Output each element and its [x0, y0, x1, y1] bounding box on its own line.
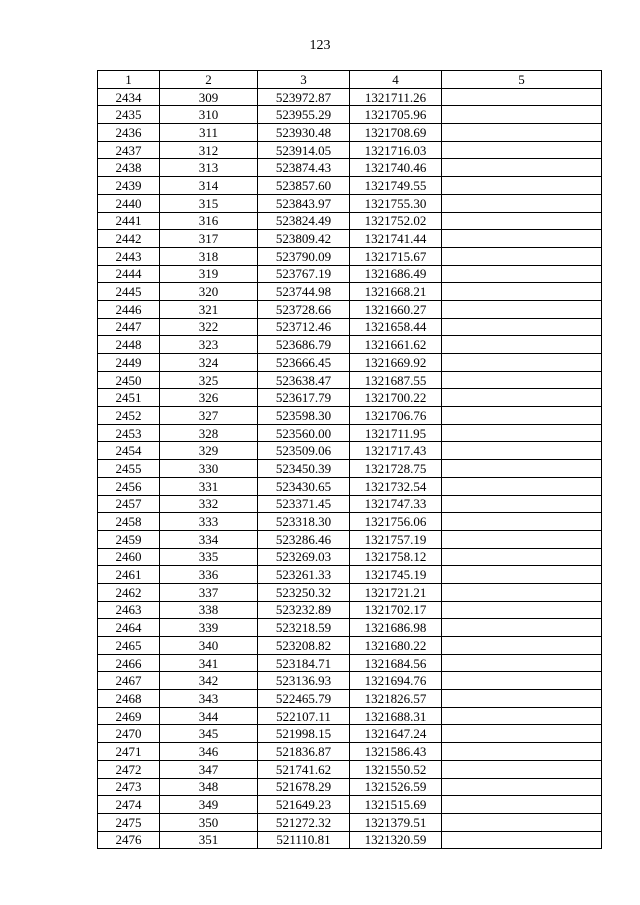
table-cell: 2462	[98, 583, 160, 601]
table-cell: 335	[160, 548, 258, 566]
table-cell: 1321686.49	[350, 265, 442, 283]
table-cell: 1321700.22	[350, 389, 442, 407]
table-cell: 320	[160, 283, 258, 301]
table-cell: 348	[160, 778, 258, 796]
table-row	[98, 778, 602, 796]
table-cell: 337	[160, 583, 258, 601]
table-cell: 523712.46	[258, 318, 350, 336]
table-cell: 1321711.95	[350, 424, 442, 442]
table-cell: 2437	[98, 141, 160, 159]
table-cell: 1321702.17	[350, 601, 442, 619]
table-cell: 1321732.54	[350, 477, 442, 495]
table-cell: 350	[160, 813, 258, 831]
table-cell: 523638.47	[258, 371, 350, 389]
table-cell: 523261.33	[258, 566, 350, 584]
table-cell: 2464	[98, 619, 160, 637]
table-cell: 1321526.59	[350, 778, 442, 796]
table-cell: 314	[160, 177, 258, 195]
table-row	[98, 460, 602, 478]
table-cell	[442, 583, 602, 601]
table-row	[98, 159, 602, 177]
table-cell: 341	[160, 654, 258, 672]
table-row	[98, 495, 602, 513]
table-cell	[442, 318, 602, 336]
table-cell: 1321757.19	[350, 530, 442, 548]
table-cell: 1321826.57	[350, 690, 442, 708]
table-cell: 319	[160, 265, 258, 283]
table-cell: 323	[160, 336, 258, 354]
table-cell	[442, 442, 602, 460]
table-cell: 1321658.44	[350, 318, 442, 336]
table-cell: 349	[160, 796, 258, 814]
table-cell: 1321687.55	[350, 371, 442, 389]
table-cell: 340	[160, 637, 258, 655]
table-row	[98, 124, 602, 142]
table-cell	[442, 477, 602, 495]
table-cell: 332	[160, 495, 258, 513]
table-row	[98, 407, 602, 425]
table-row	[98, 212, 602, 230]
table-cell: 1321741.44	[350, 230, 442, 248]
table-cell: 523598.30	[258, 407, 350, 425]
table-cell: 1321680.22	[350, 637, 442, 655]
table-cell	[442, 743, 602, 761]
table-cell: 1321740.46	[350, 159, 442, 177]
table-cell: 1321745.19	[350, 566, 442, 584]
table-cell	[442, 725, 602, 743]
table-cell: 523318.30	[258, 513, 350, 531]
table-row	[98, 513, 602, 531]
table-cell	[442, 88, 602, 106]
table-cell: 347	[160, 760, 258, 778]
table-cell: 1321550.52	[350, 760, 442, 778]
table-cell	[442, 601, 602, 619]
table-row	[98, 265, 602, 283]
table-cell: 523955.29	[258, 106, 350, 124]
table-cell: 1321717.43	[350, 442, 442, 460]
table-cell	[442, 831, 602, 849]
table-cell: 1321716.03	[350, 141, 442, 159]
table-cell: 334	[160, 530, 258, 548]
table-cell: 325	[160, 371, 258, 389]
table-cell: 2471	[98, 743, 160, 761]
table-cell	[442, 796, 602, 814]
table-cell: 2435	[98, 106, 160, 124]
table-cell: 2454	[98, 442, 160, 460]
table-cell: 344	[160, 707, 258, 725]
table-cell: 2448	[98, 336, 160, 354]
table-cell: 1321688.31	[350, 707, 442, 725]
table-cell: 2468	[98, 690, 160, 708]
table-cell: 310	[160, 106, 258, 124]
table-row	[98, 583, 602, 601]
table-cell	[442, 548, 602, 566]
table-cell: 523286.46	[258, 530, 350, 548]
table-cell: 326	[160, 389, 258, 407]
table-row	[98, 530, 602, 548]
table-row	[98, 88, 602, 106]
table-cell: 2439	[98, 177, 160, 195]
table-cell: 309	[160, 88, 258, 106]
table-row	[98, 707, 602, 725]
table-row	[98, 796, 602, 814]
table-cell: 523686.79	[258, 336, 350, 354]
table-row	[98, 371, 602, 389]
table-cell	[442, 672, 602, 690]
column-header: 4	[350, 71, 442, 89]
table-cell: 521110.81	[258, 831, 350, 849]
table-cell	[442, 424, 602, 442]
table-row	[98, 283, 602, 301]
table-cell: 2438	[98, 159, 160, 177]
table-cell	[442, 247, 602, 265]
table-cell: 523767.19	[258, 265, 350, 283]
table-cell	[442, 230, 602, 248]
table-cell: 523218.59	[258, 619, 350, 637]
table-cell: 523874.43	[258, 159, 350, 177]
table-cell: 523790.09	[258, 247, 350, 265]
table-cell: 2436	[98, 124, 160, 142]
table-row	[98, 177, 602, 195]
table-cell: 317	[160, 230, 258, 248]
table-cell	[442, 495, 602, 513]
table-cell: 1321749.55	[350, 177, 442, 195]
table-row	[98, 566, 602, 584]
table-cell	[442, 194, 602, 212]
table-cell: 1321379.51	[350, 813, 442, 831]
table-row	[98, 637, 602, 655]
table-cell: 523617.79	[258, 389, 350, 407]
table-cell: 331	[160, 477, 258, 495]
table-row	[98, 725, 602, 743]
table-cell	[442, 513, 602, 531]
table-cell	[442, 336, 602, 354]
table-cell: 2453	[98, 424, 160, 442]
table-cell: 521998.15	[258, 725, 350, 743]
table-cell: 330	[160, 460, 258, 478]
table-cell: 1321684.56	[350, 654, 442, 672]
table-cell: 2440	[98, 194, 160, 212]
table-cell: 523744.98	[258, 283, 350, 301]
table-cell	[442, 300, 602, 318]
column-header: 1	[98, 71, 160, 89]
table-cell: 2451	[98, 389, 160, 407]
table-row	[98, 230, 602, 248]
table-row	[98, 318, 602, 336]
table-cell: 2476	[98, 831, 160, 849]
table-cell	[442, 371, 602, 389]
table-cell: 2447	[98, 318, 160, 336]
table-cell: 316	[160, 212, 258, 230]
table-cell: 523430.65	[258, 477, 350, 495]
table-cell: 333	[160, 513, 258, 531]
table-cell: 1321647.24	[350, 725, 442, 743]
table-cell: 2463	[98, 601, 160, 619]
table-cell: 351	[160, 831, 258, 849]
table-cell: 2469	[98, 707, 160, 725]
table-cell: 1321708.69	[350, 124, 442, 142]
table-cell: 1321686.98	[350, 619, 442, 637]
table-cell: 322	[160, 318, 258, 336]
table-row	[98, 654, 602, 672]
table-body	[98, 88, 602, 849]
table-row	[98, 831, 602, 849]
column-header: 2	[160, 71, 258, 89]
table-cell	[442, 159, 602, 177]
table-row	[98, 690, 602, 708]
table-row	[98, 760, 602, 778]
table-cell: 523509.06	[258, 442, 350, 460]
table-cell	[442, 654, 602, 672]
table-cell	[442, 637, 602, 655]
table-cell: 328	[160, 424, 258, 442]
table-cell: 523809.42	[258, 230, 350, 248]
table-cell: 324	[160, 354, 258, 372]
table-cell: 523824.49	[258, 212, 350, 230]
table-cell	[442, 354, 602, 372]
table-row	[98, 141, 602, 159]
table-cell: 342	[160, 672, 258, 690]
table-cell: 523208.82	[258, 637, 350, 655]
table-cell	[442, 778, 602, 796]
table-cell: 315	[160, 194, 258, 212]
table-cell: 523184.71	[258, 654, 350, 672]
table-row	[98, 389, 602, 407]
table-cell: 521678.29	[258, 778, 350, 796]
table-cell	[442, 106, 602, 124]
table-cell	[442, 177, 602, 195]
table-cell: 321	[160, 300, 258, 318]
table-cell: 523450.39	[258, 460, 350, 478]
table-cell	[442, 389, 602, 407]
table-cell: 1321669.92	[350, 354, 442, 372]
column-header: 5	[442, 71, 602, 89]
table-row	[98, 106, 602, 124]
table-cell: 1321756.06	[350, 513, 442, 531]
table-cell: 339	[160, 619, 258, 637]
table-row	[98, 477, 602, 495]
table-cell: 2457	[98, 495, 160, 513]
table-cell	[442, 124, 602, 142]
column-header: 3	[258, 71, 350, 89]
table-cell: 338	[160, 601, 258, 619]
table-cell: 343	[160, 690, 258, 708]
table-cell: 523371.45	[258, 495, 350, 513]
table-row	[98, 247, 602, 265]
table-cell: 336	[160, 566, 258, 584]
table-row	[98, 743, 602, 761]
table-cell	[442, 760, 602, 778]
table-cell	[442, 283, 602, 301]
table-cell: 523232.89	[258, 601, 350, 619]
table-cell: 2446	[98, 300, 160, 318]
table-cell	[442, 460, 602, 478]
table-cell: 346	[160, 743, 258, 761]
coordinates-table	[97, 70, 602, 849]
table-cell: 311	[160, 124, 258, 142]
table-cell	[442, 690, 602, 708]
table-cell: 523269.03	[258, 548, 350, 566]
table-row	[98, 548, 602, 566]
table-cell	[442, 566, 602, 584]
table-cell: 1321706.76	[350, 407, 442, 425]
table-cell: 327	[160, 407, 258, 425]
table-cell: 2443	[98, 247, 160, 265]
table-cell: 329	[160, 442, 258, 460]
table-cell: 345	[160, 725, 258, 743]
table-cell: 521649.23	[258, 796, 350, 814]
table-cell: 523136.93	[258, 672, 350, 690]
table-cell: 1321668.21	[350, 283, 442, 301]
table-cell: 2442	[98, 230, 160, 248]
table-cell: 312	[160, 141, 258, 159]
table-cell: 521741.62	[258, 760, 350, 778]
table-cell: 2461	[98, 566, 160, 584]
table-row	[98, 672, 602, 690]
table-cell: 2474	[98, 796, 160, 814]
table-cell: 2466	[98, 654, 160, 672]
table-cell: 1321586.43	[350, 743, 442, 761]
table-cell: 2473	[98, 778, 160, 796]
table-cell: 2455	[98, 460, 160, 478]
table-cell: 2445	[98, 283, 160, 301]
table-cell: 1321715.67	[350, 247, 442, 265]
table-row	[98, 619, 602, 637]
table-cell: 521836.87	[258, 743, 350, 761]
table-cell: 2458	[98, 513, 160, 531]
table-cell: 2452	[98, 407, 160, 425]
table-cell: 1321747.33	[350, 495, 442, 513]
table-cell: 2460	[98, 548, 160, 566]
table-cell: 523857.60	[258, 177, 350, 195]
table-cell: 2456	[98, 477, 160, 495]
table-cell	[442, 530, 602, 548]
table-cell: 1321758.12	[350, 548, 442, 566]
table-cell: 2459	[98, 530, 160, 548]
table-cell: 523728.66	[258, 300, 350, 318]
table-cell: 1321320.59	[350, 831, 442, 849]
table-row	[98, 194, 602, 212]
table-cell: 2465	[98, 637, 160, 655]
table-cell: 523843.97	[258, 194, 350, 212]
table-cell: 2470	[98, 725, 160, 743]
table-cell	[442, 407, 602, 425]
table-row	[98, 354, 602, 372]
table-cell: 523250.32	[258, 583, 350, 601]
page-number: 123	[309, 38, 331, 53]
table-cell: 2434	[98, 88, 160, 106]
table-cell	[442, 265, 602, 283]
table-cell: 523560.00	[258, 424, 350, 442]
table-cell: 523972.87	[258, 88, 350, 106]
table-row	[98, 813, 602, 831]
table-cell: 1321721.21	[350, 583, 442, 601]
table-row	[98, 424, 602, 442]
table-cell: 523666.45	[258, 354, 350, 372]
table-cell: 523914.05	[258, 141, 350, 159]
table-cell	[442, 141, 602, 159]
table-cell: 1321661.62	[350, 336, 442, 354]
table-cell: 1321515.69	[350, 796, 442, 814]
table-cell: 1321694.76	[350, 672, 442, 690]
table-cell: 2449	[98, 354, 160, 372]
table-header-row	[98, 71, 602, 89]
table-cell	[442, 813, 602, 831]
table-cell: 2450	[98, 371, 160, 389]
table-cell: 1321728.75	[350, 460, 442, 478]
table-cell: 1321752.02	[350, 212, 442, 230]
table-row	[98, 300, 602, 318]
table-cell: 522465.79	[258, 690, 350, 708]
table-cell	[442, 212, 602, 230]
table-cell: 522107.11	[258, 707, 350, 725]
table-cell: 2467	[98, 672, 160, 690]
table-cell: 318	[160, 247, 258, 265]
table-cell: 2475	[98, 813, 160, 831]
table-cell	[442, 619, 602, 637]
table-row	[98, 336, 602, 354]
table-cell: 521272.32	[258, 813, 350, 831]
table-row	[98, 442, 602, 460]
table-cell: 313	[160, 159, 258, 177]
table-cell: 1321755.30	[350, 194, 442, 212]
table-cell: 1321711.26	[350, 88, 442, 106]
table-cell: 1321660.27	[350, 300, 442, 318]
table-cell: 2472	[98, 760, 160, 778]
table-cell: 523930.48	[258, 124, 350, 142]
table-cell: 1321705.96	[350, 106, 442, 124]
table-cell: 2444	[98, 265, 160, 283]
table-cell: 2441	[98, 212, 160, 230]
table-row	[98, 601, 602, 619]
table-cell	[442, 707, 602, 725]
